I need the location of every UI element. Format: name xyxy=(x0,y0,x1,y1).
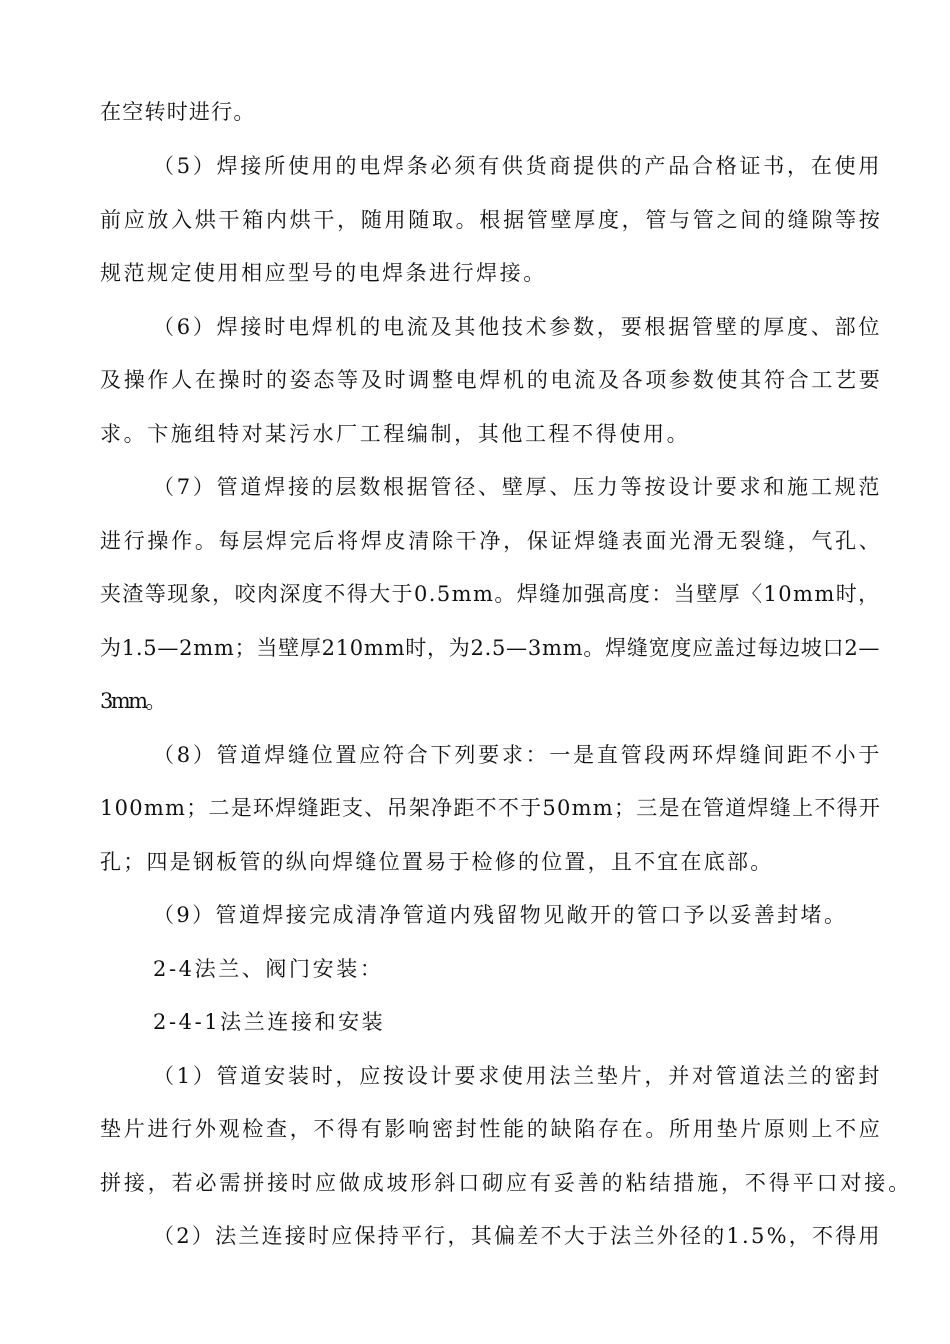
text-line: 规范规定使用相应型号的电焊条进行焊接。 xyxy=(100,261,547,285)
text-line: 100mm；二是环焊缝距支、吊架净距不不于50mm；三是在管道焊缝上不得开 xyxy=(100,796,882,820)
text-line: 进行操作。每层焊完后将焊皮清除干净，保证焊缝表面光滑无裂缝，气孔、 xyxy=(100,529,883,553)
text-line: 在空转时进行。 xyxy=(100,100,256,124)
paragraph-6-start: （6）焊接时电焊机的电流及其他技术参数，要根据管壁的厚度、部位 xyxy=(153,315,883,339)
paragraph-5-start: （5）焊接所使用的电焊条必须有供货商提供的产品合格证书，在使用 xyxy=(153,154,883,178)
text-line: 前应放入烘干箱内烘干，随用随取。根据管壁厚度，管与管之间的缝隙等按 xyxy=(100,208,883,232)
paragraph-8-start: （8）管道焊缝位置应符合下列要求：一是直管段两环焊缝间距不小于 xyxy=(153,743,883,767)
text-line: 夹渣等现象，咬肉深度不得大于0.5mm。焊缝加强高度：当壁厚〈10mm时， xyxy=(100,582,881,606)
text-line: 及操作人在操时的姿态等及时调整电焊机的电流及各项参数使其符合工艺要 xyxy=(100,368,883,392)
section-heading-2-4-1: 2-4-1法兰连接和安装 xyxy=(153,1010,386,1034)
paragraph-7-start: （7）管道焊接的层数根据管径、壁厚、压力等按设计要求和施工规范 xyxy=(153,475,883,499)
text-line: 孔；四是钢板管的纵向焊缝位置易于检修的位置，且不宜在底部。 xyxy=(100,850,774,874)
text-line: 拼接，若必需拼接时应做成坡形斜口砌应有妥善的粘结措施，不得平口对接。 xyxy=(100,1171,913,1195)
paragraph-9: （9）管道焊接完成清净管道内残留物见敞开的管口予以妥善封堵。 xyxy=(153,903,848,927)
text-line: 求。卞施组特对某污水厂工程编制，其他工程不得使用。 xyxy=(100,422,691,446)
text-line: 3mm。 xyxy=(100,689,164,713)
text-line: 垫片进行外观检查，不得有影响密封性能的缺陷存在。所用垫片原则上不应 xyxy=(100,1117,883,1141)
text-line: 为1.5—2mm；当壁厚210mm时，为2.5—3mm。焊缝宽度应盖过每边坡口2— xyxy=(100,636,881,660)
paragraph-2-start: （2）法兰连接时应保持平行，其偏差不大于法兰外径的1.5%，不得用 xyxy=(153,1224,882,1248)
section-heading-2-4: 2-4法兰、阀门安装： xyxy=(153,957,384,981)
paragraph-1-start: （1）管道安装时，应按设计要求使用法兰垫片，并对管道法兰的密封 xyxy=(153,1064,883,1088)
